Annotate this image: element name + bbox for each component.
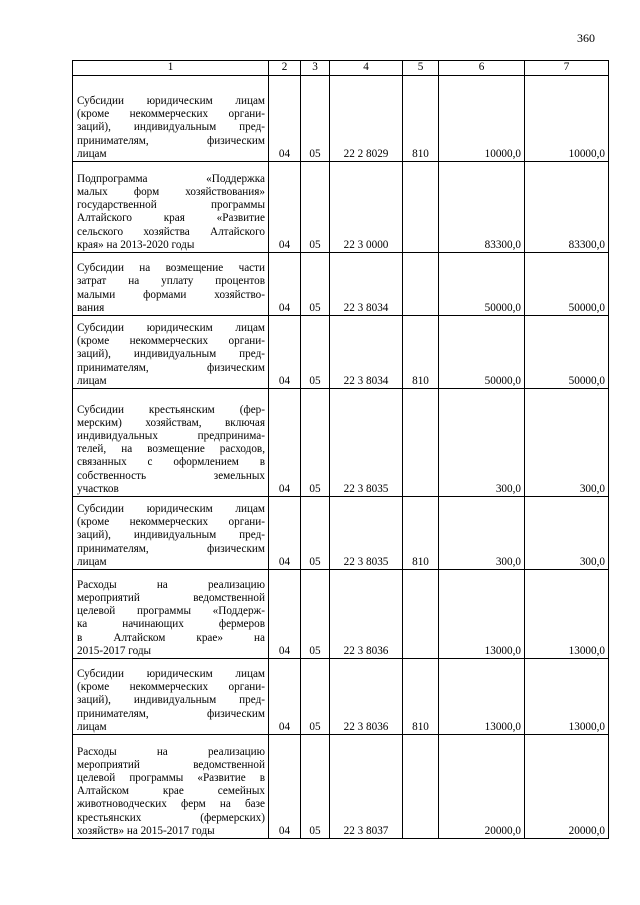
subsection-code-cell: 05 [301, 659, 330, 735]
item-name-line: затрат на уплату процентов [77, 275, 265, 288]
target-article-cell: 22 3 8034 [330, 253, 403, 316]
table-row [73, 316, 609, 389]
table-row [73, 570, 609, 659]
header-cell: 6 [439, 61, 525, 76]
table-row [73, 389, 609, 497]
item-name-line: (кроме некоммерческих органи- [77, 516, 265, 529]
item-name-line: животноводческих ферм на базе [77, 798, 265, 811]
section-code-cell: 04 [269, 497, 301, 570]
item-name-line: Субсидии юридическим лицам [77, 94, 265, 107]
target-article-cell: 22 3 8036 [330, 570, 403, 659]
item-name-cell [73, 389, 269, 497]
item-name-cell [73, 253, 269, 316]
section-code-cell: 04 [269, 570, 301, 659]
amount-cell: 83300,0 [439, 162, 525, 253]
header-cell: 3 [301, 61, 330, 76]
subsection-code-cell: 05 [301, 76, 330, 162]
item-name-cell [73, 570, 269, 659]
item-name-line: вания [77, 301, 105, 314]
table-row [73, 497, 609, 570]
subsection-code-cell: 05 [301, 316, 330, 389]
expense-type-cell [403, 389, 439, 497]
item-name-line: принимателям, физическим [77, 707, 265, 720]
amount-cell: 300,0 [439, 389, 525, 497]
item-name-line: 2015-2017 годы [77, 644, 152, 657]
item-name-line: ка начинающих фермеров [77, 618, 265, 631]
amount-cell: 13000,0 [439, 570, 525, 659]
item-name-line: Субсидии на возмещение части [77, 262, 265, 275]
table-row [73, 253, 609, 316]
header-cell: 7 [525, 61, 609, 76]
item-name-line: участков [77, 482, 119, 495]
header-cell: 2 [269, 61, 301, 76]
item-name-line: Субсидии юридическим лицам [77, 667, 265, 680]
target-article-cell: 22 3 0000 [330, 162, 403, 253]
target-article-cell: 22 2 8029 [330, 76, 403, 162]
amount-cell: 300,0 [525, 389, 609, 497]
item-name-line: заций), индивидуальным пред- [77, 529, 265, 542]
target-article-cell: 22 3 8036 [330, 659, 403, 735]
table-row [73, 162, 609, 253]
subsection-code-cell: 05 [301, 162, 330, 253]
item-name-line: принимателям, физическим [77, 542, 265, 555]
item-name-line: мероприятий ведомственной [77, 758, 265, 771]
amount-cell: 13000,0 [525, 659, 609, 735]
item-name-line: целевой программы «Поддерж- [77, 605, 265, 618]
amount-cell: 50000,0 [525, 253, 609, 316]
item-name-cell [73, 735, 269, 839]
subsection-code-cell: 05 [301, 497, 330, 570]
item-name-line: (кроме некоммерческих органи- [77, 335, 265, 348]
section-code-cell: 04 [269, 389, 301, 497]
item-name-line: (кроме некоммерческих органи- [77, 108, 265, 121]
item-name-cell [73, 497, 269, 570]
item-name-line: телей, на возмещение расходов, [77, 443, 265, 456]
item-name-line: лицам [77, 147, 107, 160]
item-name-line: лицам [77, 374, 107, 387]
item-name-line: мероприятий ведомственной [77, 591, 265, 604]
amount-cell: 50000,0 [439, 253, 525, 316]
header-cell: 4 [330, 61, 403, 76]
expense-type-cell: 810 [403, 76, 439, 162]
table-row [73, 659, 609, 735]
item-name-line: Субсидии юридическим лицам [77, 502, 265, 515]
section-code-cell: 04 [269, 76, 301, 162]
subsection-code-cell: 05 [301, 570, 330, 659]
target-article-cell: 22 3 8034 [330, 316, 403, 389]
item-name-line: в Алтайском крае» на [77, 631, 265, 644]
item-name-cell [73, 659, 269, 735]
section-code-cell: 04 [269, 659, 301, 735]
amount-cell: 83300,0 [525, 162, 609, 253]
item-name-line: государственной программы [77, 199, 265, 212]
section-code-cell: 04 [269, 162, 301, 253]
section-code-cell: 04 [269, 253, 301, 316]
header-cell: 1 [73, 61, 269, 76]
amount-cell: 50000,0 [525, 316, 609, 389]
item-name-line: заций), индивидуальным пред- [77, 348, 265, 361]
section-code-cell: 04 [269, 735, 301, 839]
item-name-line: Подпрограмма «Поддержка [77, 172, 265, 185]
section-code-cell: 04 [269, 316, 301, 389]
table-row [73, 735, 609, 839]
item-name-line: целевой программы «Развитие в [77, 771, 265, 784]
item-name-line: Расходы на реализацию [77, 578, 265, 591]
item-name-line: Расходы на реализацию [77, 745, 265, 758]
item-name-line: крестьянских (фермерских) [77, 811, 265, 824]
expense-type-cell [403, 162, 439, 253]
expense-type-cell [403, 570, 439, 659]
item-name-line: Алтайского края «Развитие [77, 212, 265, 225]
item-name-line: сельского хозяйства Алтайского [77, 225, 265, 238]
expense-type-cell: 810 [403, 316, 439, 389]
item-name-line: принимателям, физическим [77, 134, 265, 147]
budget-table [72, 60, 609, 839]
item-name-line: Субсидии крестьянским (фер- [77, 403, 265, 416]
header-cell: 5 [403, 61, 439, 76]
expense-type-cell [403, 735, 439, 839]
item-name-line: Субсидии юридическим лицам [77, 321, 265, 334]
item-name-line: собственность земельных [77, 469, 265, 482]
target-article-cell: 22 3 8035 [330, 497, 403, 570]
item-name-cell [73, 316, 269, 389]
item-name-line: принимателям, физическим [77, 361, 265, 374]
amount-cell: 13000,0 [525, 570, 609, 659]
expense-type-cell: 810 [403, 497, 439, 570]
item-name-line: края» на 2013-2020 годы [77, 238, 195, 251]
subsection-code-cell: 05 [301, 253, 330, 316]
subsection-code-cell: 05 [301, 735, 330, 839]
item-name-line: Алтайском крае семейных [77, 785, 265, 798]
item-name-line: лицам [77, 720, 107, 733]
subsection-code-cell: 05 [301, 389, 330, 497]
expense-type-cell [403, 253, 439, 316]
expense-type-cell: 810 [403, 659, 439, 735]
item-name-line: заций), индивидуальным пред- [77, 694, 265, 707]
table-row [73, 76, 609, 162]
amount-cell: 10000,0 [525, 76, 609, 162]
item-name-line: индивидуальных предпринима- [77, 429, 265, 442]
item-name-line: связанных с оформлением в [77, 456, 265, 469]
amount-cell: 10000,0 [439, 76, 525, 162]
amount-cell: 13000,0 [439, 659, 525, 735]
target-article-cell: 22 3 8035 [330, 389, 403, 497]
amount-cell: 300,0 [439, 497, 525, 570]
item-name-line: лицам [77, 555, 107, 568]
page-number: 360 [577, 31, 595, 45]
amount-cell: 20000,0 [525, 735, 609, 839]
item-name-cell [73, 162, 269, 253]
item-name-line: малыми формами хозяйство- [77, 288, 265, 301]
item-name-line: заций), индивидуальным пред- [77, 121, 265, 134]
amount-cell: 300,0 [525, 497, 609, 570]
amount-cell: 50000,0 [439, 316, 525, 389]
item-name-line: малых форм хозяйствования» [77, 185, 265, 198]
amount-cell: 20000,0 [439, 735, 525, 839]
table-header-row [73, 61, 609, 76]
target-article-cell: 22 3 8037 [330, 735, 403, 839]
item-name-line: (кроме некоммерческих органи- [77, 681, 265, 694]
item-name-cell [73, 76, 269, 162]
item-name-line: мерским) хозяйствам, включая [77, 416, 265, 429]
item-name-line: хозяйств» на 2015-2017 годы [77, 824, 215, 837]
